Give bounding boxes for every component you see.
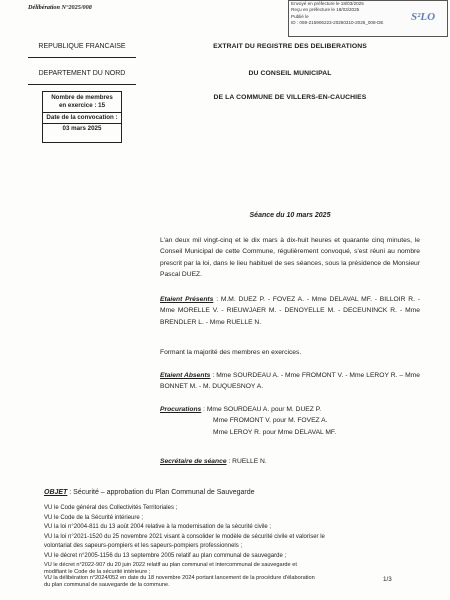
absent-members (160, 370, 420, 393)
s2lo-logo-icon: S²LO (410, 11, 436, 23)
stamp-line: ID : 059-215906223-20250310-2025_008-DE (291, 19, 384, 25)
session-date: Séance du 10 mars 2025 (249, 212, 331, 219)
subject-label: OBJET (44, 489, 68, 496)
divider (43, 123, 121, 124)
proxy-line: : Mme SOURDEAU A. pour M. DUEZ P. (201, 406, 322, 413)
list-item: VU le Code de la Sécurité intérieure ; (44, 514, 144, 521)
list-item: VU la loi n°2004-811 du 13 août 2004 relative à la modernisation de la sécurité civile ; (44, 524, 272, 531)
list-item: VU la délibération n°2024/052 en date du 18 novembre 2024 portant lancement de la procédure d'élaboration (44, 575, 315, 582)
proxy-line: Mme FROMONT V. pour M. FOVEZ A. (213, 417, 328, 425)
members-label: Nombre de membres (51, 94, 113, 101)
convocation-date: 03 mars 2025 (62, 124, 102, 132)
present-label: Etaient Présents (160, 296, 214, 303)
secretary-name: : RUELLE N. (226, 458, 267, 465)
present-members (160, 294, 420, 328)
absent-label: Etaient Absents (160, 372, 211, 379)
list-item: volontariat des sapeurs-pompiers et les sapeurs-pompiers professionnels ; (44, 543, 243, 550)
list-item: du plan communal de sauvegarde de la commune. (44, 581, 170, 588)
subject-text: : Sécurité – approbation du Plan Communal de Sauvegarde (67, 489, 255, 496)
convocation-label: Date de la convocation : (46, 113, 118, 121)
divider (28, 84, 136, 85)
absent-list: : Mme SOURDEAU A. - Mme FROMONT V. - Mme LEROY R. – Mme BONNET M. - M. DUQUESNOY A. (160, 372, 420, 391)
proxies-label: Procurations (160, 406, 202, 413)
republic-heading: REPUBLIQUE FRANCAISE (38, 43, 126, 50)
title-council: DU CONSEIL MUNICIPAL (248, 70, 332, 77)
list-item: modifiant le Code de la sécurité intérieure ; (44, 568, 151, 575)
proxies-block (160, 404, 360, 438)
list-item: VU le décret n°2022-907 du 20 juin 2022 relatif au plan communal et intercommunal de sauvegarde et (44, 562, 297, 568)
divider (28, 57, 136, 58)
members-count: en exercice : 15 (58, 102, 106, 110)
legal-references-cont (44, 562, 409, 588)
list-item: VU le décret n°2005-1156 du 13 septembre 2005 relatif au plan communal de sauvegarde ; (44, 552, 287, 559)
stamp-line: Envoyé en préfecture le 18/03/2025 (291, 1, 364, 6)
intro-paragraph: L'an deux mil vingt-cinq et le dix mars à dix-huit heures et quarante cinq minutes, le Conseil Municipal de cette Commune, régulièrement convoqué, s'est réuni au nombre prescrit par la loi, dans le lieu habituel de ses séances, sous la présidence de Monsieur Pascal DUEZ. (160, 237, 420, 279)
present-list: : M.M. DUEZ P. - FOVEZ A. - Mme DELAVAL MF. - BILLOIR R. - Mme MORELLE V. - RIEUWJAER M. - DENOYELLE M. - DECEUNINCK R. - Mme BRENDLER L. - Mme RUELLE N. (160, 296, 421, 326)
legal-references (44, 504, 409, 562)
majority-statement: Formant la majorité des membres en exercices. (160, 349, 302, 356)
secretary-label: Secrétaire de séance (160, 458, 227, 465)
stamp-line: Publié le (291, 13, 309, 19)
title-registry: EXTRAIT DU REGISTRE DES DELIBERATIONS (213, 43, 367, 50)
secretary (160, 456, 420, 467)
list-item: VU le Code général des Collectivités Territoriales ; (44, 505, 178, 511)
divider (43, 112, 121, 113)
subject-line (44, 489, 255, 496)
stamp-line: Reçu en préfecture le 18/03/2025 (291, 7, 360, 13)
department-heading: DEPARTEMENT DU NORD (38, 70, 126, 77)
prefecture-stamp (288, 0, 448, 37)
page-number: 1/3 (383, 576, 392, 583)
title-commune: DE LA COMMUNE DE VILLERS-EN-CAUCHIES (213, 94, 367, 101)
list-item: VU la loi n°2021-1520 du 25 novembre 2021 visant à consolider le modèle de sécurité civile et valoriser le (44, 533, 325, 540)
deliberation-number: Délibération N°2025/008 (28, 4, 92, 11)
session-info-box (42, 91, 122, 143)
proxy-line: Mme LEROY R. pour Mme DELAVAL MF. (213, 428, 337, 436)
